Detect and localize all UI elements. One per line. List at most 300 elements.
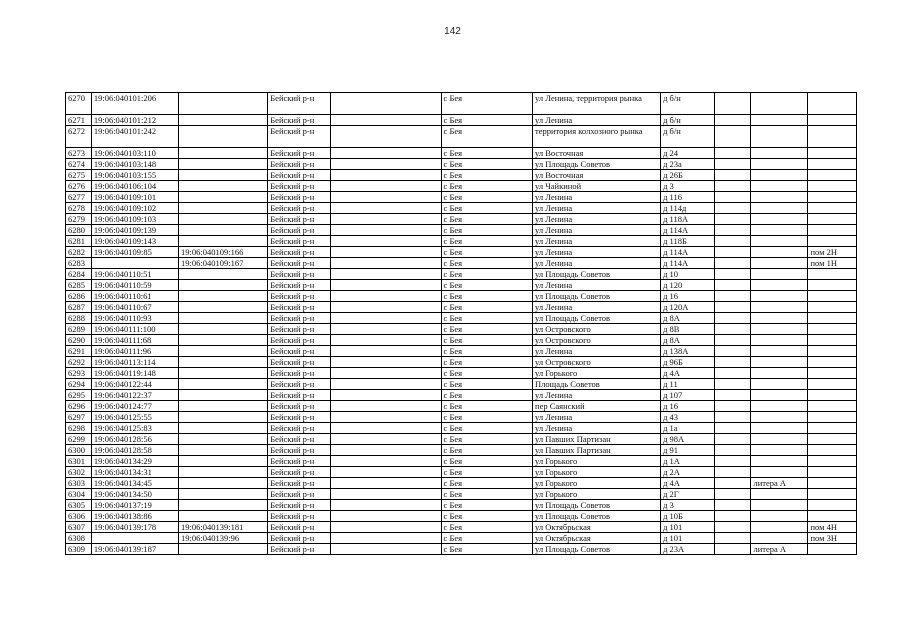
premises-cell: [808, 324, 857, 335]
cadastral-number-cell: 19:06:040111:100: [91, 324, 178, 335]
district-cell: Бейский р-н: [268, 225, 330, 236]
locality-cell: с Бея: [441, 456, 532, 467]
linked-cadastral-number-cell: [178, 291, 267, 302]
building-cell: [714, 291, 751, 302]
district-cell: Бейский р-н: [268, 203, 330, 214]
building-cell: [714, 225, 751, 236]
settlement-type-cell: [330, 324, 441, 335]
premises-cell: пом 3Н: [808, 533, 857, 544]
cadastral-number-cell: 19:06:040111:96: [91, 346, 178, 357]
building-cell: [714, 423, 751, 434]
district-cell: Бейский р-н: [268, 434, 330, 445]
house-number-cell: д 98А: [661, 434, 715, 445]
table-row: [66, 181, 857, 192]
house-number-cell: д 2Г: [661, 489, 715, 500]
street-cell: ул Ленина: [533, 390, 661, 401]
house-number-cell: д 16: [661, 291, 715, 302]
row-number-cell: 6289: [66, 324, 92, 335]
street-cell: ул Ленина: [533, 423, 661, 434]
locality-cell: с Бея: [441, 258, 532, 269]
district-cell: Бейский р-н: [268, 291, 330, 302]
row-number-cell: 6278: [66, 203, 92, 214]
locality-cell: с Бея: [441, 357, 532, 368]
district-cell: Бейский р-н: [268, 247, 330, 258]
premises-cell: [808, 500, 857, 511]
street-cell: ул Ленина: [533, 302, 661, 313]
locality-cell: с Бея: [441, 159, 532, 170]
building-cell: [714, 203, 751, 214]
locality-cell: с Бея: [441, 522, 532, 533]
cadastral-number-cell: 19:06:040101:242: [91, 126, 178, 148]
litera-cell: [751, 236, 808, 247]
table-row: [66, 489, 857, 500]
cadastral-number-cell: 19:06:040139:187: [91, 544, 178, 555]
district-cell: Бейский р-н: [268, 269, 330, 280]
settlement-type-cell: [330, 203, 441, 214]
linked-cadastral-number-cell: [178, 269, 267, 280]
locality-cell: с Бея: [441, 390, 532, 401]
row-number-cell: 6305: [66, 500, 92, 511]
house-number-cell: д 1А: [661, 456, 715, 467]
locality-cell: с Бея: [441, 236, 532, 247]
table-row: [66, 115, 857, 126]
house-number-cell: д 24: [661, 148, 715, 159]
litera-cell: [751, 500, 808, 511]
linked-cadastral-number-cell: [178, 324, 267, 335]
street-cell: ул Павших Партизан: [533, 434, 661, 445]
premises-cell: [808, 181, 857, 192]
settlement-type-cell: [330, 522, 441, 533]
district-cell: Бейский р-н: [268, 379, 330, 390]
house-number-cell: д 2А: [661, 467, 715, 478]
house-number-cell: д 114А: [661, 225, 715, 236]
street-cell: ул Ленина: [533, 192, 661, 203]
house-number-cell: д 26Б: [661, 170, 715, 181]
table-row: [66, 445, 857, 456]
row-number-cell: 6309: [66, 544, 92, 555]
cadastral-number-cell: 19:06:040139:178: [91, 522, 178, 533]
litera-cell: [751, 368, 808, 379]
district-cell: Бейский р-н: [268, 467, 330, 478]
locality-cell: с Бея: [441, 401, 532, 412]
linked-cadastral-number-cell: [178, 489, 267, 500]
linked-cadastral-number-cell: [178, 390, 267, 401]
litera-cell: литера А: [751, 478, 808, 489]
cadastral-number-cell: 19:06:040109:143: [91, 236, 178, 247]
building-cell: [714, 148, 751, 159]
building-cell: [714, 390, 751, 401]
locality-cell: с Бея: [441, 368, 532, 379]
settlement-type-cell: [330, 500, 441, 511]
litera-cell: [751, 170, 808, 181]
cadastral-number-cell: 19:06:040110:59: [91, 280, 178, 291]
premises-cell: [808, 214, 857, 225]
district-cell: Бейский р-н: [268, 412, 330, 423]
district-cell: Бейский р-н: [268, 456, 330, 467]
litera-cell: [751, 258, 808, 269]
house-number-cell: д 10: [661, 269, 715, 280]
settlement-type-cell: [330, 434, 441, 445]
settlement-type-cell: [330, 225, 441, 236]
street-cell: ул Ленина: [533, 115, 661, 126]
row-number-cell: 6283: [66, 258, 92, 269]
district-cell: Бейский р-н: [268, 445, 330, 456]
linked-cadastral-number-cell: [178, 181, 267, 192]
cadastral-number-cell: 19:06:040109:139: [91, 225, 178, 236]
cadastral-number-cell: 19:06:040134:31: [91, 467, 178, 478]
district-cell: Бейский р-н: [268, 148, 330, 159]
settlement-type-cell: [330, 159, 441, 170]
linked-cadastral-number-cell: 19:06:040109:166: [178, 247, 267, 258]
building-cell: [714, 159, 751, 170]
premises-cell: пом 2Н: [808, 247, 857, 258]
premises-cell: [808, 192, 857, 203]
litera-cell: [751, 93, 808, 115]
premises-cell: пом 1Н: [808, 258, 857, 269]
district-cell: Бейский р-н: [268, 324, 330, 335]
row-number-cell: 6274: [66, 159, 92, 170]
premises-cell: [808, 467, 857, 478]
street-cell: ул Площадь Советов: [533, 511, 661, 522]
row-number-cell: 6298: [66, 423, 92, 434]
cadastral-number-cell: 19:06:040125:55: [91, 412, 178, 423]
litera-cell: [751, 181, 808, 192]
settlement-type-cell: [330, 115, 441, 126]
locality-cell: с Бея: [441, 291, 532, 302]
house-number-cell: д 118Б: [661, 236, 715, 247]
building-cell: [714, 324, 751, 335]
locality-cell: с Бея: [441, 511, 532, 522]
district-cell: Бейский р-н: [268, 357, 330, 368]
street-cell: ул Площадь Советов: [533, 500, 661, 511]
linked-cadastral-number-cell: [178, 236, 267, 247]
building-cell: [714, 357, 751, 368]
settlement-type-cell: [330, 126, 441, 148]
cadastral-number-cell: 19:06:040101:206: [91, 93, 178, 115]
table-row: [66, 148, 857, 159]
street-cell: ул Ленина: [533, 203, 661, 214]
building-cell: [714, 445, 751, 456]
premises-cell: [808, 291, 857, 302]
cadastral-number-cell: 19:06:040111:68: [91, 335, 178, 346]
row-number-cell: 6282: [66, 247, 92, 258]
row-number-cell: 6271: [66, 115, 92, 126]
district-cell: Бейский р-н: [268, 390, 330, 401]
row-number-cell: 6276: [66, 181, 92, 192]
row-number-cell: 6290: [66, 335, 92, 346]
district-cell: Бейский р-н: [268, 313, 330, 324]
table-row: [66, 390, 857, 401]
settlement-type-cell: [330, 489, 441, 500]
row-number-cell: 6273: [66, 148, 92, 159]
building-cell: [714, 181, 751, 192]
building-cell: [714, 214, 751, 225]
locality-cell: с Бея: [441, 335, 532, 346]
linked-cadastral-number-cell: [178, 346, 267, 357]
litera-cell: [751, 280, 808, 291]
building-cell: [714, 302, 751, 313]
table-row: [66, 335, 857, 346]
street-cell: ул Чайкиной: [533, 181, 661, 192]
street-cell: ул Восточная: [533, 148, 661, 159]
litera-cell: [751, 412, 808, 423]
row-number-cell: 6285: [66, 280, 92, 291]
premises-cell: [808, 93, 857, 115]
house-number-cell: д 8А: [661, 313, 715, 324]
row-number-cell: 6291: [66, 346, 92, 357]
litera-cell: [751, 522, 808, 533]
litera-cell: [751, 203, 808, 214]
street-cell: ул Октябрьская: [533, 522, 661, 533]
row-number-cell: 6306: [66, 511, 92, 522]
linked-cadastral-number-cell: [178, 170, 267, 181]
cadastral-number-cell: 19:06:040110:93: [91, 313, 178, 324]
cadastral-number-cell: 19:06:040110:51: [91, 269, 178, 280]
street-cell: ул Ленина: [533, 280, 661, 291]
settlement-type-cell: [330, 170, 441, 181]
row-number-cell: 6303: [66, 478, 92, 489]
house-number-cell: д 1а: [661, 423, 715, 434]
street-cell: ул Ленина: [533, 236, 661, 247]
linked-cadastral-number-cell: [178, 368, 267, 379]
linked-cadastral-number-cell: [178, 93, 267, 115]
street-cell: ул Горького: [533, 489, 661, 500]
litera-cell: [751, 324, 808, 335]
table-row: [66, 258, 857, 269]
row-number-cell: 6295: [66, 390, 92, 401]
house-number-cell: д 91: [661, 445, 715, 456]
table-row: [66, 225, 857, 236]
cadastral-number-cell: 19:06:040134:45: [91, 478, 178, 489]
linked-cadastral-number-cell: 19:06:040109:167: [178, 258, 267, 269]
row-number-cell: 6308: [66, 533, 92, 544]
cadastral-number-cell: 19:06:040109:102: [91, 203, 178, 214]
premises-cell: [808, 478, 857, 489]
house-number-cell: д б/н: [661, 93, 715, 115]
house-number-cell: д 23А: [661, 544, 715, 555]
settlement-type-cell: [330, 247, 441, 258]
street-cell: ул Ленина: [533, 346, 661, 357]
district-cell: Бейский р-н: [268, 192, 330, 203]
linked-cadastral-number-cell: [178, 159, 267, 170]
linked-cadastral-number-cell: [178, 192, 267, 203]
premises-cell: [808, 357, 857, 368]
row-number-cell: 6300: [66, 445, 92, 456]
locality-cell: с Бея: [441, 489, 532, 500]
district-cell: Бейский р-н: [268, 544, 330, 555]
cadastral-number-cell: 19:06:040113:114: [91, 357, 178, 368]
litera-cell: [751, 159, 808, 170]
building-cell: [714, 346, 751, 357]
premises-cell: пом 4Н: [808, 522, 857, 533]
settlement-type-cell: [330, 291, 441, 302]
linked-cadastral-number-cell: [178, 313, 267, 324]
table-row: [66, 159, 857, 170]
street-cell: ул Ленина, территория рынка: [533, 93, 661, 115]
district-cell: Бейский р-н: [268, 236, 330, 247]
cadastral-number-cell: 19:06:040103:110: [91, 148, 178, 159]
cadastral-number-cell: 19:06:040103:155: [91, 170, 178, 181]
premises-cell: [808, 335, 857, 346]
building-cell: [714, 401, 751, 412]
house-number-cell: д 3: [661, 181, 715, 192]
litera-cell: [751, 214, 808, 225]
linked-cadastral-number-cell: [178, 148, 267, 159]
linked-cadastral-number-cell: [178, 511, 267, 522]
building-cell: [714, 192, 751, 203]
house-number-cell: д 10Б: [661, 511, 715, 522]
locality-cell: с Бея: [441, 467, 532, 478]
settlement-type-cell: [330, 148, 441, 159]
linked-cadastral-number-cell: [178, 401, 267, 412]
linked-cadastral-number-cell: [178, 445, 267, 456]
building-cell: [714, 247, 751, 258]
premises-cell: [808, 379, 857, 390]
settlement-type-cell: [330, 544, 441, 555]
house-number-cell: д 11: [661, 379, 715, 390]
locality-cell: с Бея: [441, 269, 532, 280]
building-cell: [714, 456, 751, 467]
row-number-cell: 6297: [66, 412, 92, 423]
settlement-type-cell: [330, 93, 441, 115]
cadastral-number-cell: 19:06:040128:58: [91, 445, 178, 456]
building-cell: [714, 93, 751, 115]
table-row: [66, 203, 857, 214]
building-cell: [714, 412, 751, 423]
premises-cell: [808, 236, 857, 247]
settlement-type-cell: [330, 412, 441, 423]
locality-cell: с Бея: [441, 544, 532, 555]
locality-cell: с Бея: [441, 115, 532, 126]
row-number-cell: 6292: [66, 357, 92, 368]
litera-cell: литера А: [751, 544, 808, 555]
cadastral-number-cell: 19:06:040134:29: [91, 456, 178, 467]
table-row: [66, 247, 857, 258]
locality-cell: с Бея: [441, 93, 532, 115]
row-number-cell: 6287: [66, 302, 92, 313]
property-table: [65, 92, 857, 555]
cadastral-number-cell: 19:06:040124:77: [91, 401, 178, 412]
district-cell: Бейский р-н: [268, 159, 330, 170]
row-number-cell: 6288: [66, 313, 92, 324]
district-cell: Бейский р-н: [268, 522, 330, 533]
row-number-cell: 6275: [66, 170, 92, 181]
linked-cadastral-number-cell: [178, 434, 267, 445]
locality-cell: с Бея: [441, 500, 532, 511]
litera-cell: [751, 225, 808, 236]
settlement-type-cell: [330, 357, 441, 368]
street-cell: ул Площадь Советов: [533, 544, 661, 555]
settlement-type-cell: [330, 258, 441, 269]
house-number-cell: д 16: [661, 401, 715, 412]
house-number-cell: д 4А: [661, 478, 715, 489]
premises-cell: [808, 456, 857, 467]
row-number-cell: 6307: [66, 522, 92, 533]
street-cell: ул Горького: [533, 456, 661, 467]
row-number-cell: 6280: [66, 225, 92, 236]
cadastral-number-cell: 19:06:040128:56: [91, 434, 178, 445]
litera-cell: [751, 423, 808, 434]
settlement-type-cell: [330, 511, 441, 522]
settlement-type-cell: [330, 269, 441, 280]
premises-cell: [808, 148, 857, 159]
locality-cell: с Бея: [441, 280, 532, 291]
table-row: [66, 544, 857, 555]
linked-cadastral-number-cell: [178, 280, 267, 291]
row-number-cell: 6293: [66, 368, 92, 379]
street-cell: Площадь Советов: [533, 379, 661, 390]
district-cell: Бейский р-н: [268, 423, 330, 434]
row-number-cell: 6286: [66, 291, 92, 302]
house-number-cell: д 4А: [661, 368, 715, 379]
table-row: [66, 236, 857, 247]
linked-cadastral-number-cell: [178, 357, 267, 368]
locality-cell: с Бея: [441, 181, 532, 192]
building-cell: [714, 467, 751, 478]
table-row: [66, 434, 857, 445]
district-cell: Бейский р-н: [268, 478, 330, 489]
litera-cell: [751, 379, 808, 390]
street-cell: ул Горького: [533, 467, 661, 478]
table-row: [66, 93, 857, 115]
linked-cadastral-number-cell: [178, 500, 267, 511]
row-number-cell: 6302: [66, 467, 92, 478]
street-cell: ул Ленина: [533, 247, 661, 258]
locality-cell: с Бея: [441, 170, 532, 181]
street-cell: ул Ленина: [533, 412, 661, 423]
settlement-type-cell: [330, 181, 441, 192]
cadastral-number-cell: 19:06:040122:44: [91, 379, 178, 390]
table-row: [66, 522, 857, 533]
premises-cell: [808, 313, 857, 324]
row-number-cell: 6294: [66, 379, 92, 390]
building-cell: [714, 522, 751, 533]
linked-cadastral-number-cell: [178, 467, 267, 478]
street-cell: ул Площадь Советов: [533, 313, 661, 324]
district-cell: Бейский р-н: [268, 258, 330, 269]
row-number-cell: 6304: [66, 489, 92, 500]
premises-cell: [808, 269, 857, 280]
cadastral-number-cell: [91, 533, 178, 544]
settlement-type-cell: [330, 214, 441, 225]
street-cell: ул Островского: [533, 324, 661, 335]
street-cell: ул Ленина: [533, 214, 661, 225]
building-cell: [714, 335, 751, 346]
premises-cell: [808, 203, 857, 214]
litera-cell: [751, 445, 808, 456]
district-cell: Бейский р-н: [268, 181, 330, 192]
table-row: [66, 126, 857, 148]
premises-cell: [808, 170, 857, 181]
table-row: [66, 423, 857, 434]
cadastral-number-cell: 19:06:040103:148: [91, 159, 178, 170]
table-row: [66, 280, 857, 291]
cadastral-number-cell: 19:06:040125:83: [91, 423, 178, 434]
premises-cell: [808, 544, 857, 555]
building-cell: [714, 269, 751, 280]
locality-cell: с Бея: [441, 126, 532, 148]
table-row: [66, 511, 857, 522]
premises-cell: [808, 423, 857, 434]
premises-cell: [808, 280, 857, 291]
district-cell: Бейский р-н: [268, 511, 330, 522]
house-number-cell: д 96Б: [661, 357, 715, 368]
house-number-cell: д б/н: [661, 126, 715, 148]
locality-cell: с Бея: [441, 192, 532, 203]
settlement-type-cell: [330, 236, 441, 247]
building-cell: [714, 533, 751, 544]
locality-cell: с Бея: [441, 302, 532, 313]
